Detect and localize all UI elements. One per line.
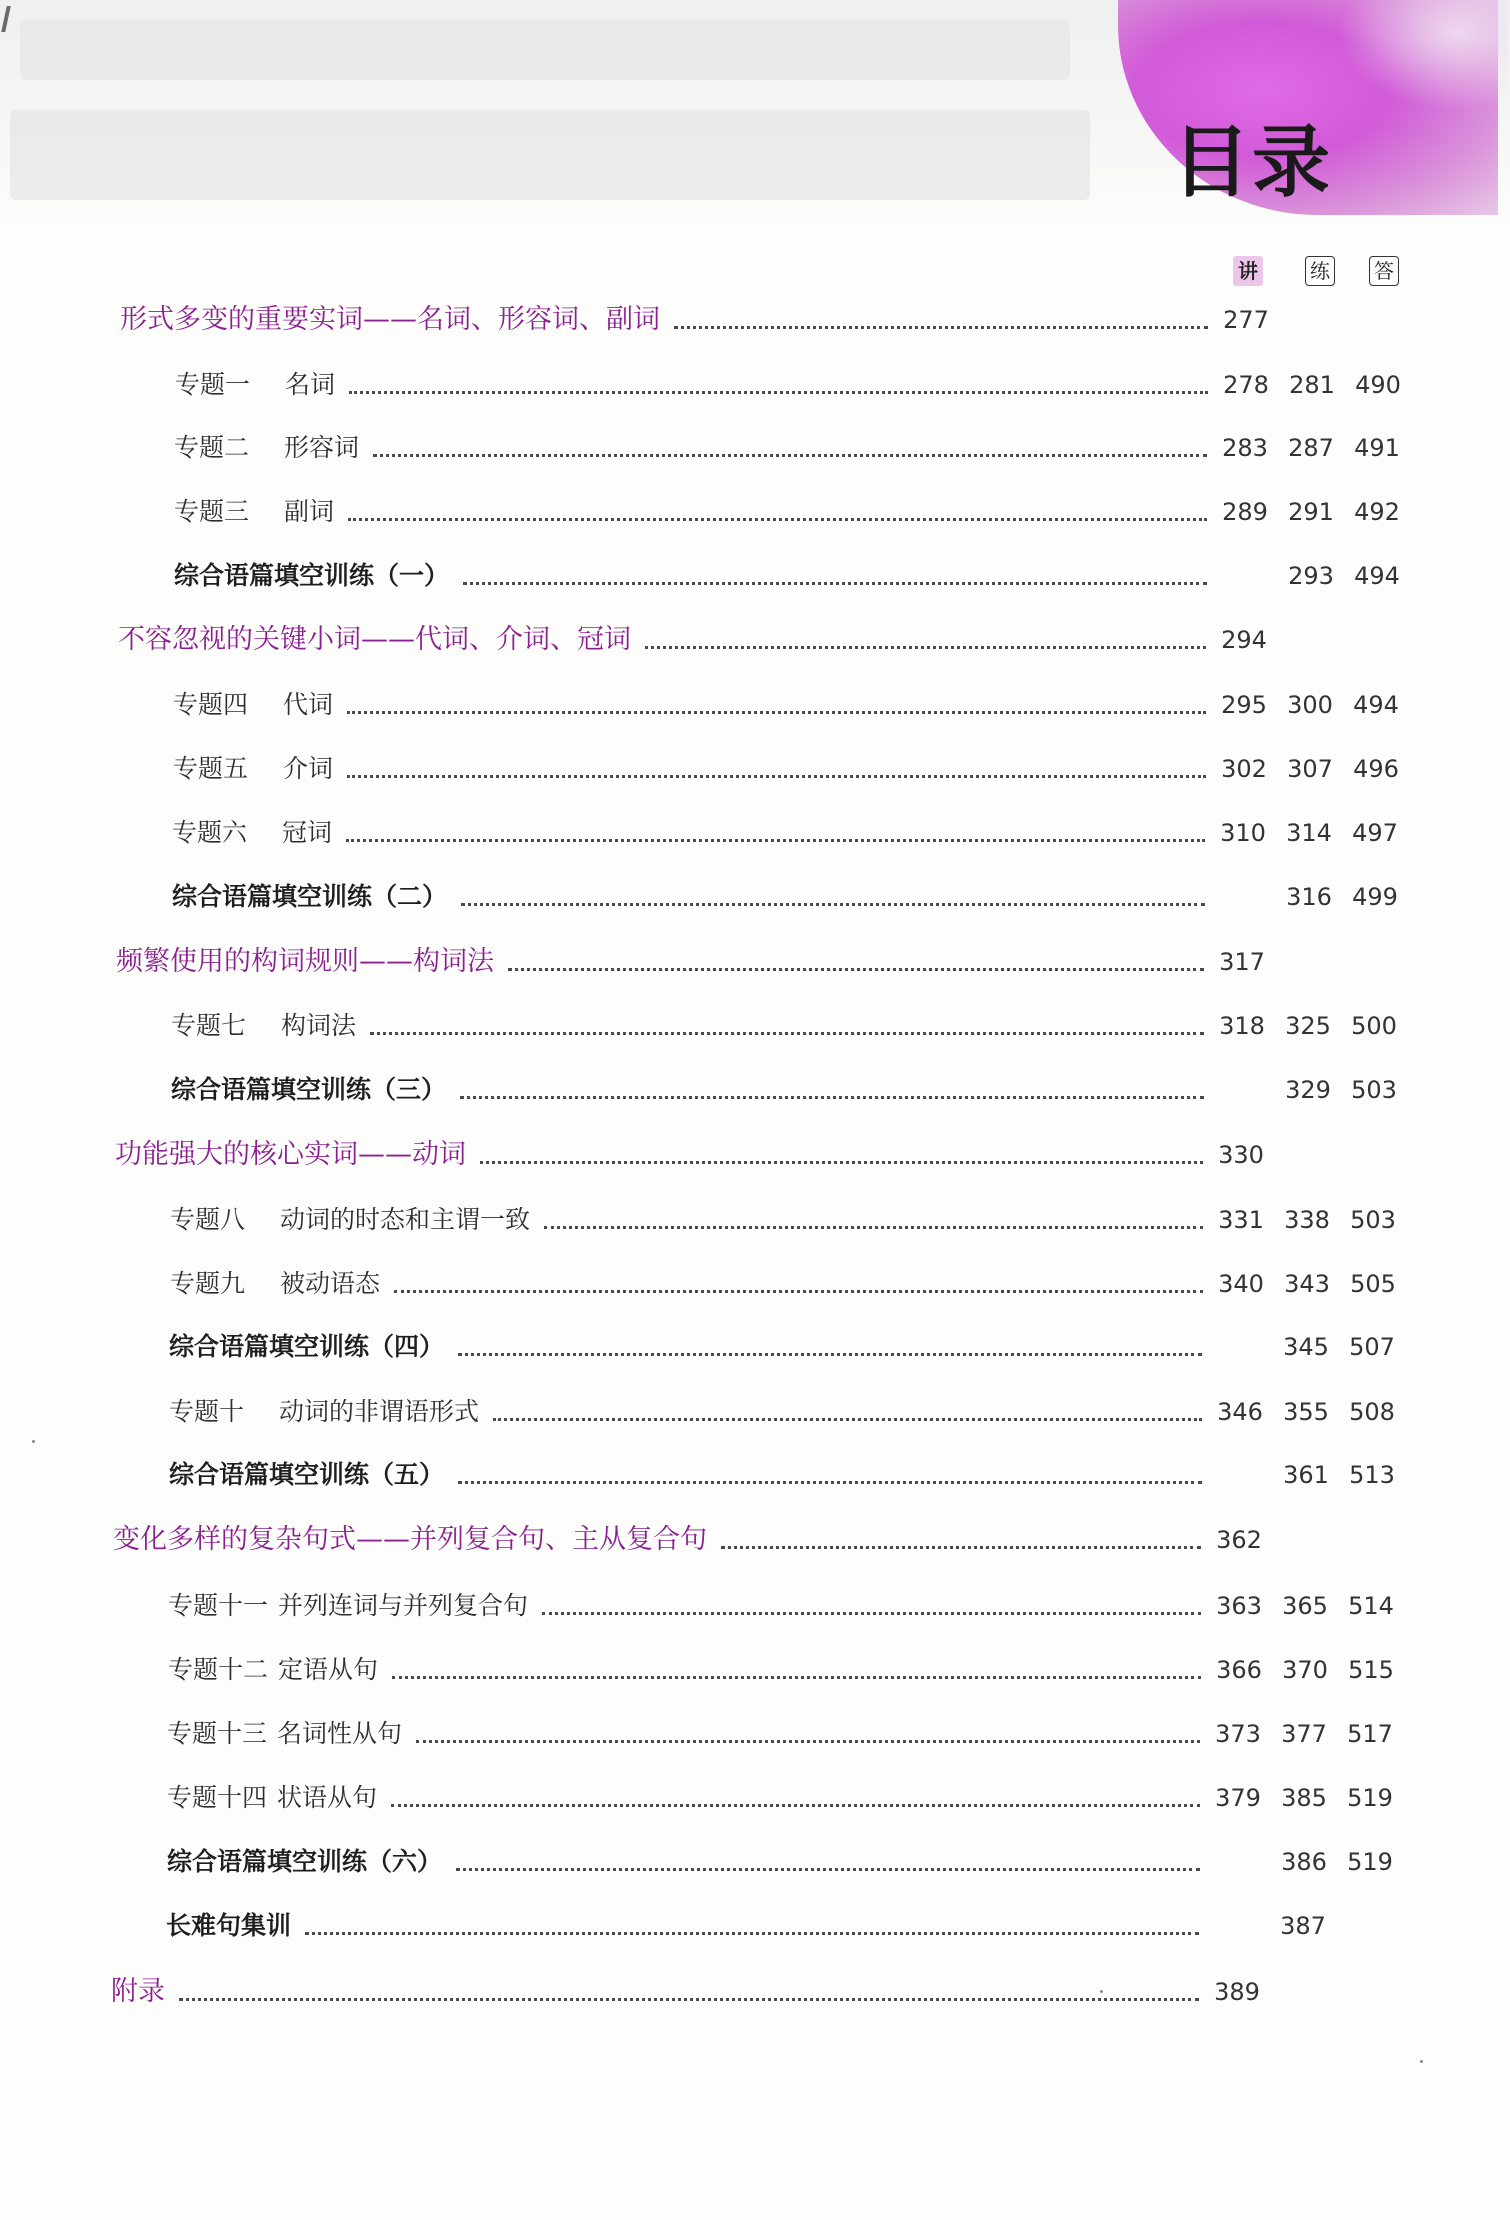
toc-page-number: 513: [1349, 1461, 1395, 1489]
toc-topic-name: 副词: [284, 497, 335, 526]
toc-practice-title: 综合语篇填空训练（五）: [169, 1460, 445, 1489]
toc-topic-number: 专题八: [170, 1205, 246, 1234]
toc-page-number: 373: [1215, 1720, 1261, 1748]
column-header-practice: 练: [1305, 256, 1335, 286]
dot-leader: [645, 646, 1206, 649]
toc-page-number: 517: [1347, 1720, 1393, 1748]
toc-page-number: 499: [1352, 883, 1398, 911]
toc-page-number: 291: [1288, 498, 1334, 526]
toc-page-number: 519: [1347, 1784, 1393, 1812]
toc-row-practice[interactable]: [169, 1455, 1430, 1495]
toc-page-number: 497: [1352, 819, 1398, 847]
toc-row-topic[interactable]: [174, 492, 1430, 532]
toc-row-practice[interactable]: [172, 877, 1430, 917]
toc-topic-label: [174, 428, 359, 468]
toc-page-number: 515: [1348, 1656, 1394, 1684]
toc-topic-name: 名词: [285, 370, 336, 399]
toc-page-number: 494: [1354, 562, 1400, 590]
toc-page-number: 365: [1282, 1592, 1328, 1620]
toc-topic-label: [170, 1264, 380, 1304]
toc-topic-name: 动词的时态和主谓一致: [280, 1205, 531, 1234]
dot-leader: [392, 1676, 1201, 1679]
toc-row-topic[interactable]: [175, 365, 1430, 405]
toc-row-section[interactable]: [120, 300, 1430, 340]
toc-topic-name: 名词性从句: [277, 1719, 403, 1748]
toc-topic-label: [168, 1586, 528, 1626]
toc-row-practice[interactable]: [166, 1906, 1430, 1946]
toc-topic-label: [167, 1778, 377, 1818]
dot-leader: [347, 775, 1206, 778]
toc-page-number: 343: [1284, 1270, 1330, 1298]
toc-row-topic[interactable]: [172, 813, 1430, 853]
toc-topic-number: 专题二: [174, 433, 250, 462]
toc-row-section[interactable]: [115, 1135, 1430, 1175]
dot-leader: [179, 1998, 1199, 2001]
dot-leader: [391, 1804, 1200, 1807]
toc-topic-label: [170, 1200, 530, 1240]
toc-page-number: 377: [1281, 1720, 1327, 1748]
toc-topic-name: 形容词: [284, 433, 360, 462]
toc-page-number: 345: [1283, 1333, 1329, 1361]
toc-page-number: 325: [1285, 1012, 1331, 1040]
toc-page-number: 340: [1218, 1270, 1264, 1298]
dot-leader: [456, 1868, 1200, 1871]
dot-leader: [373, 454, 1207, 457]
toc-section-title: 变化多样的复杂句式——并列复合句、主从复合句: [113, 1524, 707, 1555]
faded-header-shape: [20, 20, 1070, 80]
dot-leader: [508, 968, 1204, 971]
toc-topic-number: 专题四: [173, 690, 249, 719]
toc-page-number: 505: [1350, 1270, 1396, 1298]
toc-topic-number: 专题十: [169, 1397, 245, 1426]
toc-topic-label: [172, 813, 332, 853]
toc-row-topic[interactable]: [169, 1392, 1430, 1432]
toc-topic-number: 专题六: [172, 818, 248, 847]
toc-page-number: 496: [1353, 755, 1399, 783]
toc-topic-label: [168, 1650, 378, 1690]
toc-topic-name: 介词: [283, 754, 334, 783]
toc-page-number: 361: [1283, 1461, 1329, 1489]
toc-row-topic[interactable]: [170, 1264, 1430, 1304]
toc-page-number: 307: [1287, 755, 1333, 783]
toc-page-number: 277: [1223, 306, 1269, 334]
toc-page-number: 503: [1351, 1076, 1397, 1104]
toc-row-practice[interactable]: [169, 1327, 1430, 1367]
dot-leader: [370, 1032, 1204, 1035]
toc-topic-number: 专题七: [171, 1011, 247, 1040]
toc-page-number: 330: [1218, 1141, 1264, 1169]
toc-practice-title: 综合语篇填空训练（四）: [169, 1332, 445, 1361]
toc-row-practice[interactable]: [171, 1070, 1430, 1110]
toc-page-number: 317: [1219, 948, 1265, 976]
toc-row-practice[interactable]: [174, 556, 1430, 596]
toc-page-number: 366: [1216, 1656, 1262, 1684]
toc-row-section[interactable]: [113, 1520, 1430, 1560]
dot-leader: [493, 1418, 1202, 1421]
toc-page-number: 355: [1283, 1398, 1329, 1426]
toc-page-number: 293: [1288, 562, 1334, 590]
dot-leader: [346, 839, 1205, 842]
toc-practice-title: 综合语篇填空训练（二）: [172, 882, 448, 911]
faded-header-shape: [10, 110, 1090, 200]
dot-leader: [721, 1546, 1201, 1549]
toc-page-number: 295: [1221, 691, 1267, 719]
toc-practice-title: 长难句集训: [166, 1911, 292, 1940]
toc-topic-number: 专题十一: [168, 1591, 269, 1620]
column-header-lecture: 讲: [1233, 256, 1263, 286]
toc-page-number: 310: [1220, 819, 1266, 847]
scan-speck: [1100, 1990, 1103, 1993]
toc-page-number: 500: [1351, 1012, 1397, 1040]
toc-page-number: 331: [1218, 1206, 1264, 1234]
toc-topic-name: 构词法: [281, 1011, 357, 1040]
toc-topic-number: 专题十三: [167, 1719, 268, 1748]
toc-row-topic[interactable]: [168, 1586, 1430, 1626]
toc-row-topic[interactable]: [173, 685, 1430, 725]
toc-topic-number: 专题九: [170, 1269, 246, 1298]
dot-leader: [305, 1932, 1199, 1935]
toc-page-number: 314: [1286, 819, 1332, 847]
toc-section-title: 附录: [111, 1976, 165, 2007]
toc-row-topic[interactable]: [167, 1778, 1430, 1818]
toc-topic-label: [169, 1392, 479, 1432]
dot-leader: [463, 582, 1207, 585]
dot-leader: [544, 1226, 1203, 1229]
toc-topic-number: 专题十四: [167, 1783, 268, 1812]
scan-speck: [1420, 2060, 1423, 2063]
toc-practice-title: 综合语篇填空训练（三）: [171, 1075, 447, 1104]
toc-topic-number: 专题五: [173, 754, 249, 783]
toc-topic-number: 专题三: [174, 497, 250, 526]
toc-page-number: 508: [1349, 1398, 1395, 1426]
toc-row-section[interactable]: [116, 942, 1430, 982]
toc-page-number: 492: [1354, 498, 1400, 526]
toc-page-number: 302: [1221, 755, 1267, 783]
toc-page-number: 329: [1285, 1076, 1331, 1104]
toc-topic-name: 定语从句: [278, 1655, 379, 1684]
toc-page-number: 490: [1355, 371, 1401, 399]
toc-page-number: 503: [1350, 1206, 1396, 1234]
toc-topic-label: [175, 365, 335, 405]
toc-page-number: 386: [1281, 1848, 1327, 1876]
toc-row-practice[interactable]: [167, 1842, 1430, 1882]
toc-page-number: 316: [1286, 883, 1332, 911]
toc-topic-label: [174, 492, 334, 532]
toc-page-number: 300: [1287, 691, 1333, 719]
toc-topic-name: 被动语态: [280, 1269, 381, 1298]
toc-row-topic[interactable]: [173, 749, 1430, 789]
toc-page-number: 389: [1214, 1978, 1260, 2006]
toc-row-topic[interactable]: [168, 1650, 1430, 1690]
toc-page-number: 514: [1348, 1592, 1394, 1620]
page-title: 目录: [1172, 118, 1333, 208]
dot-leader: [458, 1353, 1202, 1356]
toc-section-title: 不容忽视的关键小词——代词、介词、冠词: [118, 624, 631, 655]
toc-topic-name: 代词: [283, 690, 334, 719]
toc-row-section[interactable]: [118, 620, 1430, 660]
toc-page-number: 281: [1289, 371, 1335, 399]
toc-page-number: 318: [1219, 1012, 1265, 1040]
toc-topic-name: 状语从句: [277, 1783, 378, 1812]
toc-practice-title: 综合语篇填空训练（六）: [167, 1847, 443, 1876]
dot-leader: [460, 1096, 1204, 1099]
dot-leader: [416, 1740, 1200, 1743]
toc-page-number: 385: [1281, 1784, 1327, 1812]
toc-section-title: 频繁使用的构词规则——构词法: [116, 946, 494, 977]
toc-topic-label: [173, 749, 333, 789]
toc-topic-name: 冠词: [282, 818, 333, 847]
toc-page-number: 289: [1222, 498, 1268, 526]
dot-leader: [461, 903, 1205, 906]
toc-page-number: 287: [1288, 434, 1334, 462]
dot-leader: [674, 326, 1208, 329]
toc-page-number: 387: [1280, 1912, 1326, 1940]
toc-section-title: 形式多变的重要实词——名词、形容词、副词: [120, 304, 660, 335]
toc-row-topic[interactable]: [174, 428, 1430, 468]
toc-page-number: 494: [1353, 691, 1399, 719]
toc-page-number: 370: [1282, 1656, 1328, 1684]
toc-topic-label: [167, 1714, 402, 1754]
toc-row-topic[interactable]: [167, 1714, 1430, 1754]
toc-row-topic[interactable]: [171, 1006, 1430, 1046]
toc-topic-number: 专题十二: [168, 1655, 269, 1684]
toc-topic-name: 并列连词与并列复合句: [278, 1591, 529, 1620]
toc-page-number: 491: [1354, 434, 1400, 462]
column-header-answer: 答: [1369, 256, 1399, 286]
toc-page-number: 363: [1216, 1592, 1262, 1620]
toc-page-number: 507: [1349, 1333, 1395, 1361]
toc-row-topic[interactable]: [170, 1200, 1430, 1240]
toc-topic-name: 动词的非谓语形式: [279, 1397, 480, 1426]
toc-section-title: 功能强大的核心实词——动词: [115, 1139, 466, 1170]
scan-speck: [32, 1440, 35, 1443]
toc-page-number: 278: [1223, 371, 1269, 399]
toc-page-number: 346: [1217, 1398, 1263, 1426]
toc-topic-label: [173, 685, 333, 725]
toc-row-section[interactable]: [111, 1972, 1430, 2012]
toc-page-number: 519: [1347, 1848, 1393, 1876]
toc-topic-label: [171, 1006, 356, 1046]
toc-page-number: 362: [1216, 1526, 1262, 1554]
dot-leader: [480, 1161, 1203, 1164]
toc-page-number: 338: [1284, 1206, 1330, 1234]
toc-page-number: 294: [1221, 626, 1267, 654]
toc-page-number: 283: [1222, 434, 1268, 462]
toc-practice-title: 综合语篇填空训练（一）: [174, 561, 450, 590]
dot-leader: [348, 518, 1207, 521]
toc-topic-number: 专题一: [175, 370, 251, 399]
dot-leader: [349, 391, 1208, 394]
dot-leader: [542, 1612, 1201, 1615]
dot-leader: [394, 1290, 1203, 1293]
dot-leader: [458, 1481, 1202, 1484]
dot-leader: [347, 711, 1206, 714]
toc-page-number: 379: [1215, 1784, 1261, 1812]
